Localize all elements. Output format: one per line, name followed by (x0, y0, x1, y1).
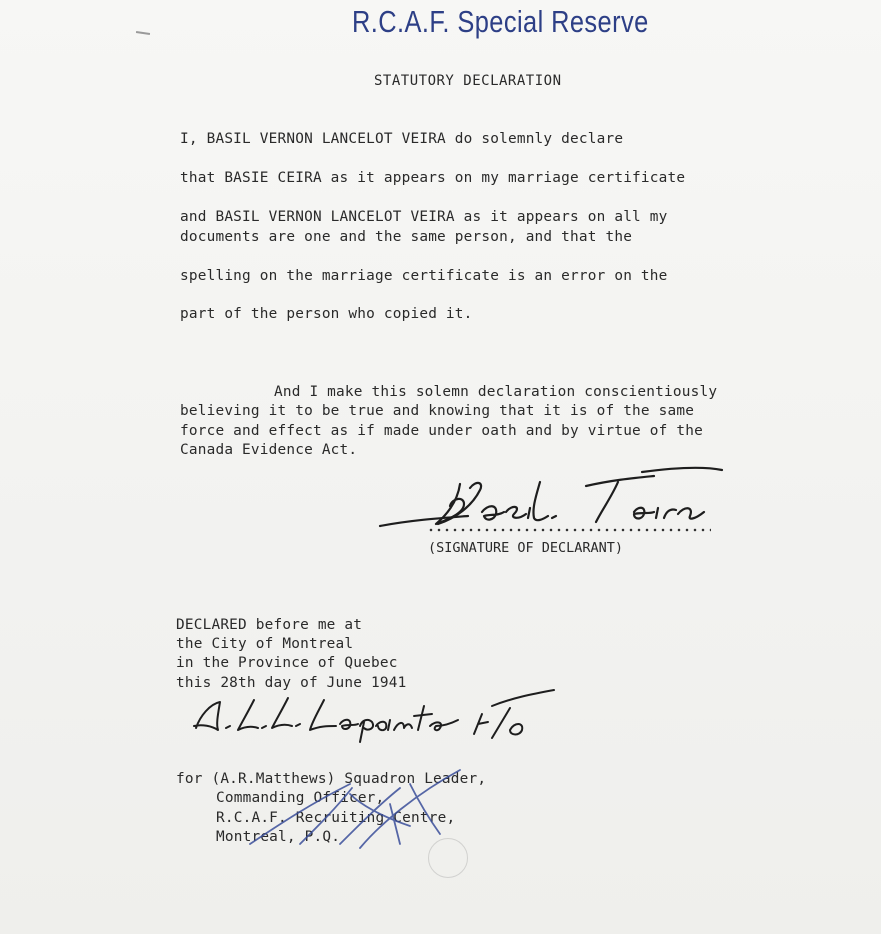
declaration-line: And I make this solemn declaration conscientiously (274, 384, 718, 400)
officer-line: Commanding Officer, (216, 790, 385, 806)
declaration-line: Canada Evidence Act. (180, 442, 358, 458)
margin-mark (136, 31, 150, 35)
declared-line: DECLARED before me at (176, 617, 363, 633)
document-heading: STATUTORY DECLARATION (374, 73, 562, 89)
officer-line: Montreal, P.Q. (216, 829, 341, 845)
declared-line: this 28th day of June 1941 (176, 675, 407, 691)
declaration-line: believing it to be true and knowing that it is of the same (180, 403, 695, 419)
signature-dotted-line (427, 528, 711, 532)
faint-circle-mark (428, 838, 468, 878)
body-line: documents are one and the same person, and that the (180, 229, 633, 245)
declared-line: in the Province of Quebec (176, 655, 398, 671)
declaration-line: force and effect as if made under oath and by virtue of the (180, 423, 703, 439)
declared-line: the City of Montreal (176, 636, 354, 652)
pen-initials-mark (240, 764, 470, 854)
body-line: spelling on the marriage certificate is an error on the (180, 268, 668, 284)
body-line: and BASIL VERNON LANCELOT VEIRA as it appears on all my (180, 209, 668, 225)
body-line: part of the person who copied it. (180, 306, 473, 322)
rcaf-special-reserve-stamp: R.C.A.F. Special Reserve (352, 4, 649, 39)
witness-signature (192, 686, 572, 746)
body-line: I, BASIL VERNON LANCELOT VEIRA do solemnly declare (180, 131, 624, 147)
body-line: that BASIE CEIRA as it appears on my marriage certificate (180, 170, 686, 186)
officer-line: R.C.A.F. Recruiting Centre, (216, 810, 456, 826)
officer-line: for (A.R.Matthews) Squadron Leader, (176, 771, 487, 787)
signature-caption: (SIGNATURE OF DECLARANT) (428, 540, 624, 556)
